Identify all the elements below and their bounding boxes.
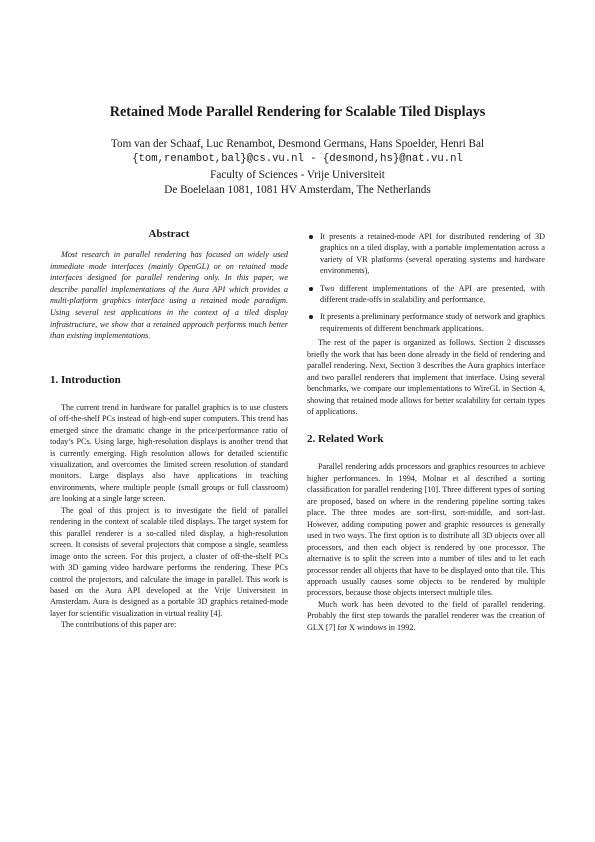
author-affiliation: Faculty of Sciences - Vrije Universiteit xyxy=(210,168,385,181)
contribution-text-2: Two different implementations of the API are presented, with different trade-offs in scalability and performance, xyxy=(320,283,545,305)
introduction-heading: 1. Introduction xyxy=(50,373,121,386)
author-block xyxy=(0,137,595,199)
list-item xyxy=(307,311,545,334)
bullet-icon xyxy=(309,315,313,319)
abstract-heading: Abstract xyxy=(148,228,190,240)
list-item xyxy=(307,283,545,306)
contribution-text-3: It presents a preliminary performance study of network and graphics requirements of different benchmark applications. xyxy=(320,312,545,333)
introduction-paragraph-2: The goal of this project is to investigate the field of parallel rendering in the context of scalable tiled displays. The target system for this parallel renderer is a so-called tiled display, a high-resolution screen. It consists of several projectors that compose a single, seamless image onto the screen. For this project, a cluster of off-the-shelf PCs with 3D gaming video hardware performs the rendering. These PCs control the projectors, and calculate the image in parallel. This work is based on the Aura API developed at the Vrije Universiteit in Amsterdam. Aura is designed as a portable 3D graphics retained-mode layer for scientific visualization in virtual reality [4]. xyxy=(50,505,288,618)
author-emails: {tom,renambot,bal}@cs.vu.nl - {desmond,hs}@nat.vu.nl xyxy=(132,153,463,166)
related-work-paragraph-2: Much work has been devoted to the field of parallel rendering. Probably the first step towards the parallel renderer was the creation of GLX [7] for X windows in 1992. xyxy=(307,599,545,632)
contributions-list xyxy=(307,231,545,334)
paper-title: Retained Mode Parallel Rendering for Scalable Tiled Displays xyxy=(109,104,486,120)
introduction-paragraph-3: The contributions of this paper are: xyxy=(61,620,177,630)
organization-paragraph: The rest of the paper is organized as follows. Section 2 discusses briefly the work that has been done already in the field of rendering and parallel rendering. Next, Section 3 describes the Aura graphics interface and two parallel renderers that implement that interface. Using several benchmarks, we compare our implementations to WireGL in Section 4, showing that retained mode allows for better scalability for certain types of applications. xyxy=(307,338,545,416)
abstract-text: Most research in parallel rendering has focused on widely used immediate mode interfaces (mainly OpenGL) or on retained mode interfaces designed for parallel rendering only. In this paper, we describe parallel implementations of the Aura API which provides a multi-platform graphics interface using a retained mode paradigm. Using several test applications in the context of a tiled display infrastructure, we show that a retained approach performs much better than existing implementations. xyxy=(50,250,288,341)
right-column xyxy=(307,231,545,633)
list-item xyxy=(307,231,545,277)
contribution-text-1: It presents a retained-mode API for distributed rendering of 3D graphics on a tiled display, with a portable implementation across a variety of VR platforms (several operating systems and hardware environments), xyxy=(320,232,545,276)
introduction-paragraph-1: The current trend in hardware for parallel graphics is to use clusters of off-the-shelf PCs instead of high-end super computers. This trend has emerged since the dramatic change in the price/performance ratio of today’s PCs. Using large, high-resolution displays is another trend that is currently emerging. High resolution allows for detailed scientific visualization, and overcomes the limited screen resolution of standard monitors. Large displays also have applications in teaching environments, where multiple people (small groups or full classroom) are looking at a single large screen. xyxy=(50,402,288,504)
bullet-icon xyxy=(309,287,313,291)
bullet-icon xyxy=(309,235,313,239)
author-address: De Boelelaan 1081, 1081 HV Amsterdam, The Netherlands xyxy=(164,184,431,197)
left-column xyxy=(50,228,288,631)
related-work-heading: 2. Related Work xyxy=(307,433,384,446)
related-work-paragraph-1: Parallel rendering adds processors and graphics resources to achieve higher performances. In 1994, Molnar et al described a sorting classification for parallel rendering [10]. Three different types of sorting are proposed, based on where in the rendering pipeline sorting takes place. The three modes are sort-first, sort-middle, and sort-last. However, adding computing power and graphic resources is generally used in two ways. The first option is to distribute all 3D objects over all processors, and then each object is rendered by one processor. The alternative is to split the screen into a number of tiles and to let each processor render all objects that have to be displayed onto that tile. This approach usually causes some objects to be rendered by multiple processors, because those objects intersect multiple tiles. xyxy=(307,462,545,598)
author-names: Tom van der Schaaf, Luc Renambot, Desmond Germans, Hans Spoelder, Henri Bal xyxy=(110,138,485,150)
